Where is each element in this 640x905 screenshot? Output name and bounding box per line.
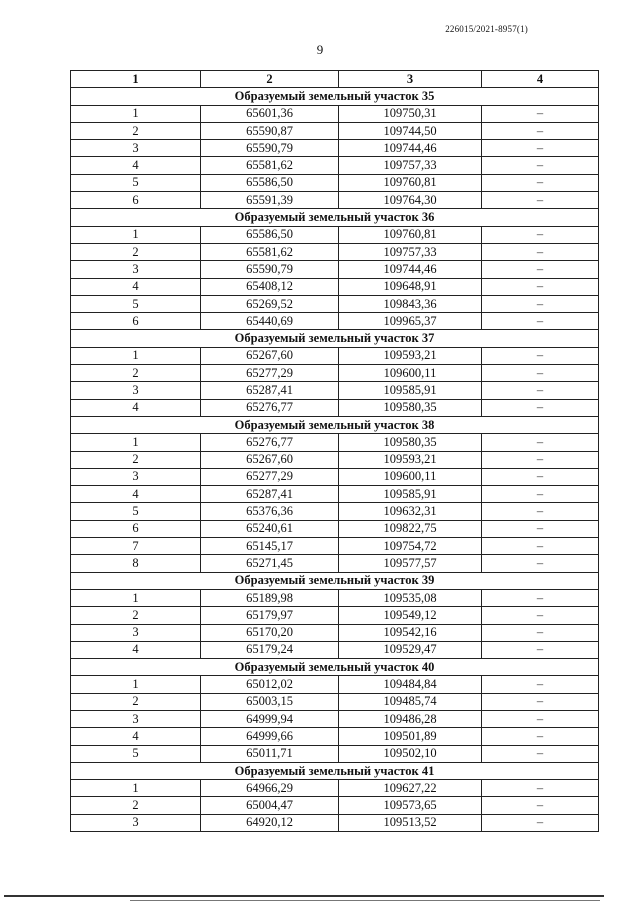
point-number-cell: 5 xyxy=(71,745,201,762)
note-cell: – xyxy=(482,122,599,139)
y-coordinate-cell: 109484,84 xyxy=(339,676,482,693)
y-coordinate-cell: 109529,47 xyxy=(339,641,482,658)
x-coordinate-cell: 65189,98 xyxy=(201,589,339,606)
point-number-cell: 4 xyxy=(71,399,201,416)
x-coordinate-cell: 65590,87 xyxy=(201,122,339,139)
y-coordinate-cell: 109760,81 xyxy=(339,174,482,191)
point-number-cell: 1 xyxy=(71,434,201,451)
y-coordinate-cell: 109585,91 xyxy=(339,382,482,399)
table-row xyxy=(71,728,599,745)
note-cell: – xyxy=(482,745,599,762)
note-cell: – xyxy=(482,278,599,295)
y-coordinate-cell: 109549,12 xyxy=(339,607,482,624)
point-number-cell: 1 xyxy=(71,780,201,797)
note-cell: – xyxy=(482,589,599,606)
footer-rule xyxy=(4,895,604,897)
note-cell: – xyxy=(482,382,599,399)
note-cell: – xyxy=(482,555,599,572)
y-coordinate-cell: 109760,81 xyxy=(339,226,482,243)
table-row xyxy=(71,365,599,382)
note-cell: – xyxy=(482,797,599,814)
y-coordinate-cell: 109843,36 xyxy=(339,295,482,312)
note-cell: – xyxy=(482,780,599,797)
table-row xyxy=(71,468,599,485)
x-coordinate-cell: 65376,36 xyxy=(201,503,339,520)
note-cell: – xyxy=(482,451,599,468)
y-coordinate-cell: 109577,57 xyxy=(339,555,482,572)
point-number-cell: 2 xyxy=(71,607,201,624)
x-coordinate-cell: 65581,62 xyxy=(201,157,339,174)
point-number-cell: 3 xyxy=(71,468,201,485)
table-row xyxy=(71,278,599,295)
note-cell: – xyxy=(482,728,599,745)
x-coordinate-cell: 65276,77 xyxy=(201,399,339,416)
note-cell: – xyxy=(482,676,599,693)
table-row xyxy=(71,676,599,693)
y-coordinate-cell: 109744,46 xyxy=(339,261,482,278)
x-coordinate-cell: 65267,60 xyxy=(201,347,339,364)
y-coordinate-cell: 109744,50 xyxy=(339,122,482,139)
point-number-cell: 1 xyxy=(71,589,201,606)
y-coordinate-cell: 109632,31 xyxy=(339,503,482,520)
section-title: Образуемый земельный участок 36 xyxy=(71,209,599,226)
table-row xyxy=(71,624,599,641)
y-coordinate-cell: 109965,37 xyxy=(339,313,482,330)
note-cell: – xyxy=(482,243,599,260)
y-coordinate-cell: 109501,89 xyxy=(339,728,482,745)
note-cell: – xyxy=(482,226,599,243)
x-coordinate-cell: 64999,66 xyxy=(201,728,339,745)
header-cell-1: 1 xyxy=(71,71,201,88)
x-coordinate-cell: 64920,12 xyxy=(201,814,339,831)
note-cell: – xyxy=(482,624,599,641)
x-coordinate-cell: 65586,50 xyxy=(201,226,339,243)
table-row xyxy=(71,780,599,797)
note-cell: – xyxy=(482,693,599,710)
note-cell: – xyxy=(482,157,599,174)
point-number-cell: 6 xyxy=(71,192,201,209)
point-number-cell: 4 xyxy=(71,486,201,503)
y-coordinate-cell: 109580,35 xyxy=(339,399,482,416)
note-cell: – xyxy=(482,641,599,658)
x-coordinate-cell: 65276,77 xyxy=(201,434,339,451)
table-header-row xyxy=(71,71,599,88)
section-title-row xyxy=(71,209,599,226)
header-cell-4: 4 xyxy=(482,71,599,88)
table-row xyxy=(71,589,599,606)
table-row xyxy=(71,122,599,139)
section-title: Образуемый земельный участок 40 xyxy=(71,659,599,676)
note-cell: – xyxy=(482,814,599,831)
note-cell: – xyxy=(482,434,599,451)
y-coordinate-cell: 109580,35 xyxy=(339,434,482,451)
y-coordinate-cell: 109757,33 xyxy=(339,243,482,260)
point-number-cell: 3 xyxy=(71,382,201,399)
table-row xyxy=(71,434,599,451)
x-coordinate-cell: 65277,29 xyxy=(201,468,339,485)
x-coordinate-cell: 65269,52 xyxy=(201,295,339,312)
y-coordinate-cell: 109502,10 xyxy=(339,745,482,762)
table-row xyxy=(71,192,599,209)
note-cell: – xyxy=(482,261,599,278)
point-number-cell: 4 xyxy=(71,157,201,174)
note-cell: – xyxy=(482,192,599,209)
y-coordinate-cell: 109542,16 xyxy=(339,624,482,641)
table-row xyxy=(71,226,599,243)
note-cell: – xyxy=(482,486,599,503)
footer-rule-secondary xyxy=(130,900,600,901)
section-title: Образуемый земельный участок 38 xyxy=(71,416,599,433)
table-row xyxy=(71,503,599,520)
x-coordinate-cell: 65287,41 xyxy=(201,382,339,399)
note-cell: – xyxy=(482,174,599,191)
note-cell: – xyxy=(482,295,599,312)
table-row xyxy=(71,313,599,330)
point-number-cell: 5 xyxy=(71,503,201,520)
x-coordinate-cell: 64966,29 xyxy=(201,780,339,797)
note-cell: – xyxy=(482,347,599,364)
table-row xyxy=(71,382,599,399)
x-coordinate-cell: 65240,61 xyxy=(201,520,339,537)
point-number-cell: 2 xyxy=(71,243,201,260)
point-number-cell: 4 xyxy=(71,641,201,658)
table-row xyxy=(71,243,599,260)
note-cell: – xyxy=(482,399,599,416)
note-cell: – xyxy=(482,468,599,485)
point-number-cell: 1 xyxy=(71,226,201,243)
section-title: Образуемый земельный участок 35 xyxy=(71,88,599,105)
point-number-cell: 1 xyxy=(71,676,201,693)
point-number-cell: 8 xyxy=(71,555,201,572)
x-coordinate-cell: 65145,17 xyxy=(201,538,339,555)
table-row xyxy=(71,797,599,814)
point-number-cell: 7 xyxy=(71,538,201,555)
table-row xyxy=(71,607,599,624)
y-coordinate-cell: 109648,91 xyxy=(339,278,482,295)
coordinates-table xyxy=(70,70,599,832)
table-row xyxy=(71,295,599,312)
note-cell: – xyxy=(482,538,599,555)
y-coordinate-cell: 109764,30 xyxy=(339,192,482,209)
y-coordinate-cell: 109822,75 xyxy=(339,520,482,537)
table-row xyxy=(71,261,599,278)
y-coordinate-cell: 109744,46 xyxy=(339,140,482,157)
point-number-cell: 6 xyxy=(71,520,201,537)
x-coordinate-cell: 65586,50 xyxy=(201,174,339,191)
section-title-row xyxy=(71,416,599,433)
point-number-cell: 2 xyxy=(71,365,201,382)
section-title: Образуемый земельный участок 41 xyxy=(71,762,599,779)
section-title: Образуемый земельный участок 39 xyxy=(71,572,599,589)
y-coordinate-cell: 109600,11 xyxy=(339,365,482,382)
x-coordinate-cell: 65170,20 xyxy=(201,624,339,641)
x-coordinate-cell: 65590,79 xyxy=(201,140,339,157)
table-row xyxy=(71,399,599,416)
point-number-cell: 3 xyxy=(71,624,201,641)
y-coordinate-cell: 109535,08 xyxy=(339,589,482,606)
point-number-cell: 2 xyxy=(71,693,201,710)
table-row xyxy=(71,174,599,191)
note-cell: – xyxy=(482,520,599,537)
y-coordinate-cell: 109600,11 xyxy=(339,468,482,485)
y-coordinate-cell: 109513,52 xyxy=(339,814,482,831)
point-number-cell: 2 xyxy=(71,451,201,468)
x-coordinate-cell: 65277,29 xyxy=(201,365,339,382)
x-coordinate-cell: 65267,60 xyxy=(201,451,339,468)
point-number-cell: 1 xyxy=(71,105,201,122)
y-coordinate-cell: 109754,72 xyxy=(339,538,482,555)
x-coordinate-cell: 65591,39 xyxy=(201,192,339,209)
table-row xyxy=(71,693,599,710)
x-coordinate-cell: 65179,24 xyxy=(201,641,339,658)
x-coordinate-cell: 65408,12 xyxy=(201,278,339,295)
y-coordinate-cell: 109573,65 xyxy=(339,797,482,814)
x-coordinate-cell: 65179,97 xyxy=(201,607,339,624)
x-coordinate-cell: 65601,36 xyxy=(201,105,339,122)
y-coordinate-cell: 109593,21 xyxy=(339,451,482,468)
note-cell: – xyxy=(482,105,599,122)
section-title: Образуемый земельный участок 37 xyxy=(71,330,599,347)
point-number-cell: 1 xyxy=(71,347,201,364)
table-row xyxy=(71,538,599,555)
table-row xyxy=(71,140,599,157)
table-row xyxy=(71,347,599,364)
point-number-cell: 3 xyxy=(71,814,201,831)
note-cell: – xyxy=(482,607,599,624)
point-number-cell: 5 xyxy=(71,295,201,312)
point-number-cell: 4 xyxy=(71,728,201,745)
y-coordinate-cell: 109627,22 xyxy=(339,780,482,797)
x-coordinate-cell: 65581,62 xyxy=(201,243,339,260)
section-title-row xyxy=(71,88,599,105)
y-coordinate-cell: 109486,28 xyxy=(339,710,482,727)
point-number-cell: 6 xyxy=(71,313,201,330)
table-row xyxy=(71,157,599,174)
table-row xyxy=(71,745,599,762)
point-number-cell: 3 xyxy=(71,140,201,157)
page-number: 9 xyxy=(316,42,324,57)
point-number-cell: 3 xyxy=(71,261,201,278)
table-row xyxy=(71,451,599,468)
x-coordinate-cell: 65287,41 xyxy=(201,486,339,503)
table-row xyxy=(71,641,599,658)
table-row xyxy=(71,814,599,831)
y-coordinate-cell: 109750,31 xyxy=(339,105,482,122)
table-row xyxy=(71,710,599,727)
x-coordinate-cell: 65590,79 xyxy=(201,261,339,278)
x-coordinate-cell: 65440,69 xyxy=(201,313,339,330)
x-coordinate-cell: 65004,47 xyxy=(201,797,339,814)
table-row xyxy=(71,520,599,537)
x-coordinate-cell: 64999,94 xyxy=(201,710,339,727)
point-number-cell: 4 xyxy=(71,278,201,295)
note-cell: – xyxy=(482,365,599,382)
note-cell: – xyxy=(482,140,599,157)
x-coordinate-cell: 65003,15 xyxy=(201,693,339,710)
table-row xyxy=(71,555,599,572)
note-cell: – xyxy=(482,313,599,330)
point-number-cell: 2 xyxy=(71,797,201,814)
header-cell-3: 3 xyxy=(339,71,482,88)
y-coordinate-cell: 109485,74 xyxy=(339,693,482,710)
table-body xyxy=(71,88,599,832)
section-title-row xyxy=(71,762,599,779)
note-cell: – xyxy=(482,503,599,520)
y-coordinate-cell: 109757,33 xyxy=(339,157,482,174)
x-coordinate-cell: 65011,71 xyxy=(201,745,339,762)
note-cell: – xyxy=(482,710,599,727)
point-number-cell: 5 xyxy=(71,174,201,191)
table-row xyxy=(71,486,599,503)
x-coordinate-cell: 65012,02 xyxy=(201,676,339,693)
y-coordinate-cell: 109593,21 xyxy=(339,347,482,364)
x-coordinate-cell: 65271,45 xyxy=(201,555,339,572)
section-title-row xyxy=(71,659,599,676)
document-reference-number: 226015/2021-8957(1) xyxy=(445,24,528,34)
table-row xyxy=(71,105,599,122)
section-title-row xyxy=(71,330,599,347)
section-title-row xyxy=(71,572,599,589)
y-coordinate-cell: 109585,91 xyxy=(339,486,482,503)
point-number-cell: 2 xyxy=(71,122,201,139)
point-number-cell: 3 xyxy=(71,710,201,727)
header-cell-2: 2 xyxy=(201,71,339,88)
